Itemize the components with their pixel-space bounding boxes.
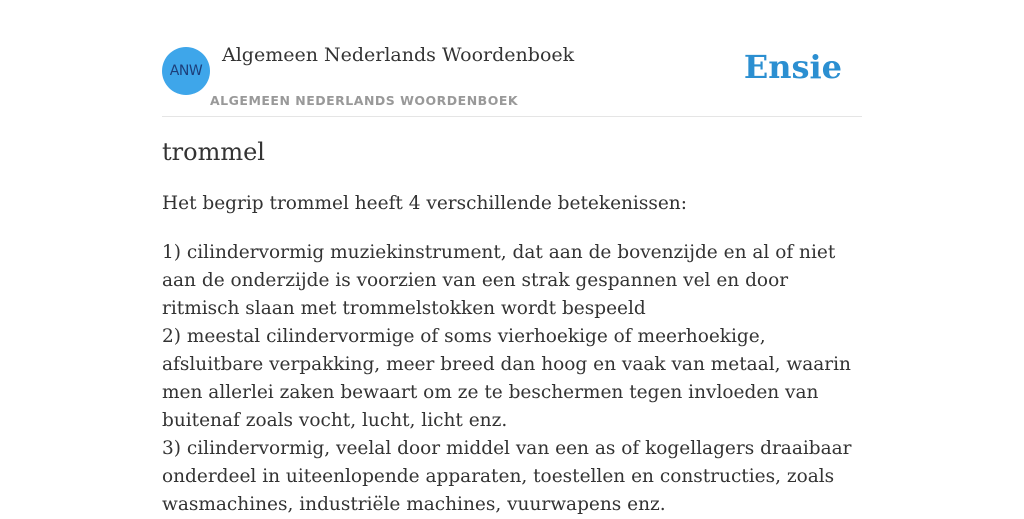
ensie-logo[interactable]: Ensie (743, 48, 842, 86)
dictionary-subtitle: ALGEMEEN NEDERLANDS WOORDENBOEK (210, 93, 519, 108)
dictionary-header (162, 0, 862, 117)
meaning-item: 3) cilindervormig, veelal door middel van een as of kogellagers draaibaar onderdeel in uiteenlopende apparaten, toestellen en constructies, zoals wasmachines, industriële machines, vuurwapens enz. (162, 438, 852, 515)
entry-intro: Het begrip trommel heeft 4 verschillende betekenissen: (162, 193, 687, 214)
meanings-list (162, 239, 862, 519)
entry-word-title: trommel (162, 138, 265, 166)
anw-logo-icon[interactable]: ANW (162, 47, 210, 95)
dictionary-title[interactable]: Algemeen Nederlands Woordenboek (222, 44, 575, 66)
meaning-item: 2) meestal cilindervormige of soms vierhoekige of meerhoekige, afsluitbare verpakking, meer breed dan hoog en vaak van metaal, waarin men allerlei zaken bewaart om ze te beschermen tegen invloeden van buitenaf zoals vocht, lucht, licht enz. (162, 326, 851, 431)
page-container (162, 0, 862, 515)
meaning-item: 1) cilindervormig muziekinstrument, dat aan de bovenzijde en al of niet aan de onderzijde is voorzien van een strak gespannen vel en door ritmisch slaan met trommelstokken wordt bespeeld (162, 242, 836, 319)
